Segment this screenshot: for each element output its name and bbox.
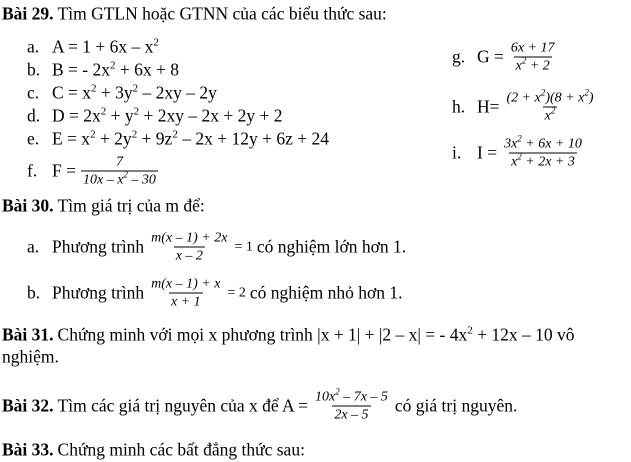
fraction (81, 154, 158, 189)
fraction (149, 276, 222, 311)
numerator: $3x^2 + 6x + 10$ (504, 133, 582, 152)
denominator: x + 1 (170, 294, 201, 310)
item-label: f. (27, 160, 38, 181)
exercise-text: Chứng minh các bất đẳng thức sau: (57, 439, 305, 460)
denominator: $x^2 + 2$ (515, 55, 550, 74)
equation-rhs: = 2 (227, 285, 246, 300)
exercise-text: Tìm các giá trị nguyên của x để A = (57, 395, 308, 416)
item-text: Phương trình (52, 282, 145, 303)
exercise-text: nghiệm. (2, 346, 59, 367)
item-label: h. (452, 96, 466, 117)
denominator: $x^2 + 2x + 3$ (511, 151, 575, 170)
expression-lhs: I = (477, 142, 498, 163)
expression: $A = 1 + 6x - x^2$ (52, 36, 159, 57)
denominator: 2x – 5 (334, 407, 369, 423)
fraction (505, 87, 596, 125)
exercise-text: Chứng minh với mọi x phương trình |x + 1| + |2 – x| = - $4x^2 + 12x - 10$ vô (57, 324, 575, 345)
fraction (509, 40, 557, 75)
bai29-item-e (27, 129, 329, 150)
bai29-item-a (27, 37, 159, 58)
bai31-continuation (2, 347, 59, 368)
numerator: $(2 + x^2)(8 + x^2)$ (506, 87, 594, 106)
bai29-item-i (452, 133, 589, 171)
denominator: $x^2$ (544, 105, 556, 124)
bai30-heading (2, 196, 205, 217)
numerator: $10x^2 - 7x - 5$ (314, 386, 388, 405)
item-label: d. (27, 105, 41, 126)
bai33-heading (2, 440, 305, 461)
bai29-item-g (452, 40, 562, 75)
item-label: c. (27, 82, 40, 103)
item-label: a. (27, 236, 40, 257)
exercise-text: Tìm GTLN hoặc GTNN của các biểu thức sau: (57, 3, 387, 24)
expression-lhs: G = (477, 46, 504, 67)
exercise-number: Bài 30. (2, 195, 54, 216)
exercise-text: có giá trị nguyên. (394, 395, 518, 416)
expression: $D = 2x^2 + y^2 + 2xy - 2x + 2y + 2$ (52, 105, 283, 126)
bai30-item-b (27, 276, 403, 311)
bai32-heading (2, 386, 518, 424)
fraction (502, 133, 584, 171)
denominator: $10x - x^2 - 30$ (82, 169, 156, 188)
expression-lhs: F = (52, 160, 76, 181)
expression-lhs: H= (477, 96, 500, 117)
fraction (313, 386, 390, 424)
item-label: i. (452, 142, 462, 163)
exercise-number: Bài 31. (2, 324, 54, 345)
exercise-number: Bài 33. (2, 439, 54, 460)
bai29-item-d (27, 106, 283, 127)
numerator: 6x + 17 (510, 40, 555, 56)
item-label: b. (27, 59, 41, 80)
item-text: Phương trình (52, 236, 145, 257)
expression: B = - $2x^2 + 6x + 8$ (52, 59, 179, 80)
numerator: m(x – 1) + x (151, 276, 221, 292)
bai29-item-b (27, 60, 179, 81)
bai31-heading (2, 325, 575, 346)
expression: $C = x^2 + 3y^2 - 2xy - 2y$ (52, 82, 217, 103)
bai30-item-a (27, 230, 406, 265)
bai29-heading (2, 4, 387, 25)
equation-rhs: = 1 (234, 239, 253, 254)
item-label: e. (27, 128, 40, 149)
item-label: b. (27, 282, 41, 303)
denominator: x – 2 (175, 248, 203, 264)
bai29-item-f (27, 154, 163, 189)
bai29-item-c (27, 83, 217, 104)
item-label: g. (452, 46, 466, 67)
fraction (149, 230, 229, 265)
exercise-number: Bài 29. (2, 3, 54, 24)
item-label: a. (27, 36, 40, 57)
numerator: m(x – 1) + 2x (151, 230, 228, 246)
item-text: có nghiệm lớn hơn 1. (256, 236, 407, 257)
bai29-item-h (452, 87, 601, 125)
numerator: 7 (115, 154, 123, 170)
exercise-number: Bài 32. (2, 395, 54, 416)
exercise-text: Tìm giá trị của m để: (57, 195, 205, 216)
item-text: có nghiệm nhỏ hơn 1. (249, 282, 403, 303)
expression: $E = x^2 + 2y^2 + 9z^2 - 2x + 12y + 6z + 24$ (52, 128, 329, 149)
